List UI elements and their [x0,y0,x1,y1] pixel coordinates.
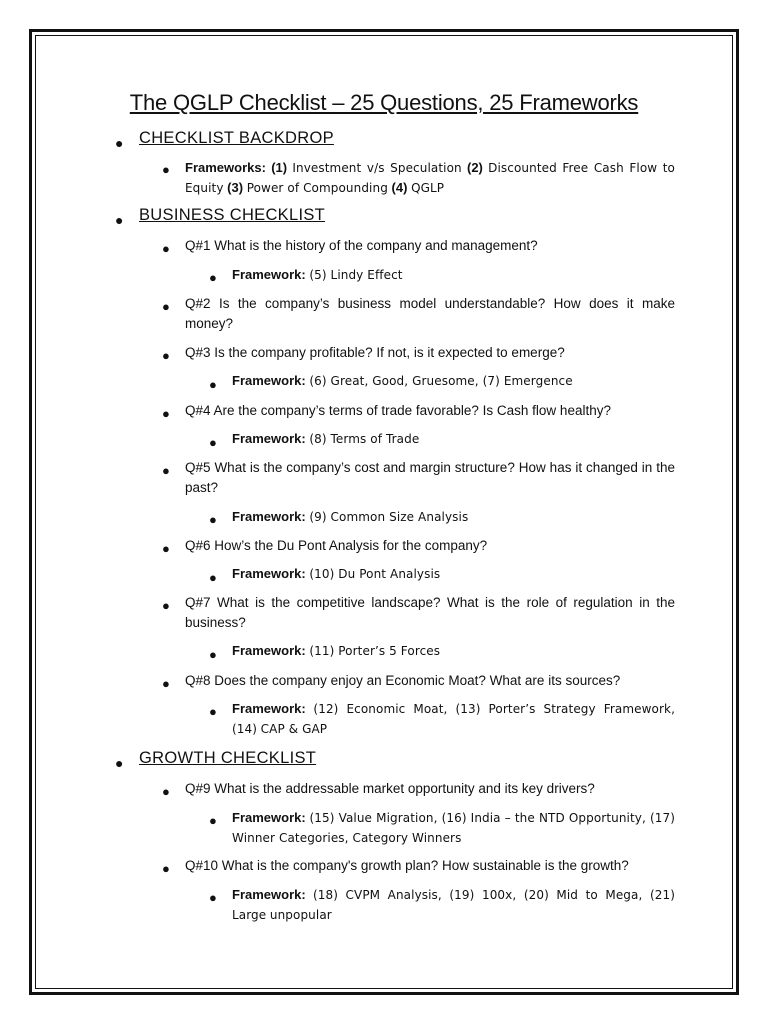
framework-5: Framework: (9) Common Size Analysis [232,509,469,524]
bullet-icon: ● [115,755,124,771]
bullet-icon: ● [115,135,124,151]
bullet-icon: ● [209,704,217,719]
bullet-icon: ● [209,813,217,828]
bullet-icon: ● [162,541,170,556]
bullet-icon: ● [209,570,217,585]
backdrop-frameworks-line: Frameworks: (1) Investment v/s Speculation (2) Discounted Free Cash Flow to Equity (3) Power of Compounding (4) QGLP [185,160,675,195]
question-5-line-2: past? [185,480,219,495]
question-8: Q#8 Does the company enjoy an Economic Moat? What are its sources? [185,673,621,688]
bullet-icon: ● [162,676,170,691]
bullet-icon: ● [162,784,170,799]
section-heading-growth: GROWTH CHECKLIST [139,749,317,767]
framework-6: Framework: (10) Du Pont Analysis [232,566,441,581]
question-7-line-1: Q#7 What is the competitive landscape? What is the role of regulation in the [185,595,675,610]
framework-10: Framework: (18) CVPM Analysis, (19) 100x, (20) Mid to Mega, (21) Large unpopular [232,887,675,922]
section-heading-business: BUSINESS CHECKLIST [139,206,326,224]
bullet-icon: ● [162,406,170,421]
question-9: Q#9 What is the addressable market opportunity and its key drivers? [185,781,595,796]
bullet-icon: ● [162,162,170,177]
question-3: Q#3 Is the company profitable? If not, is it expected to emerge? [185,345,565,360]
bullet-icon: ● [209,270,217,285]
question-2-line-2: money? [185,316,234,331]
bullet-icon: ● [162,241,170,256]
bullet-icon: ● [162,861,170,876]
bullet-icon: ● [209,512,217,527]
framework-1: Framework: (5) Lindy Effect [232,267,403,282]
question-2-line-1: Q#2 Is the company’s business model understandable? How does it make [185,296,675,311]
page-title: The QGLP Checklist – 25 Questions, 25 Frameworks [129,90,639,115]
bullet-icon: ● [162,463,170,478]
bullet-icon: ● [209,647,217,662]
framework-3: Framework: (6) Great, Good, Gruesome, (7) Emergence [232,373,573,388]
question-1: Q#1 What is the history of the company and management? [185,238,538,253]
bullet-icon: ● [162,299,170,314]
framework-4: Framework: (8) Terms of Trade [232,431,420,446]
bullet-icon: ● [115,212,124,228]
section-heading-backdrop: CHECKLIST BACKDROP [139,129,334,147]
bullet-icon: ● [162,348,170,363]
bullet-icon: ● [209,890,217,905]
framework-8: Framework: (12) Economic Moat, (13) Porter’s Strategy Framework, (14) CAP & GAP [232,701,675,736]
bullet-icon: ● [162,598,170,613]
framework-9: Framework: (15) Value Migration, (16) India – the NTD Opportunity, (17) Winner Categories, Category Winners [232,810,675,845]
question-6: Q#6 How’s the Du Pont Analysis for the company? [185,538,488,553]
question-4: Q#4 Are the company’s terms of trade favorable? Is Cash flow healthy? [185,403,611,418]
bullet-icon: ● [209,435,217,450]
question-5-line-1: Q#5 What is the company’s cost and margin structure? How has it changed in the [185,460,675,475]
bullet-icon: ● [209,377,217,392]
question-7-line-2: business? [185,615,246,630]
framework-7: Framework: (11) Porter’s 5 Forces [232,643,441,658]
question-10: Q#10 What is the company's growth plan? How sustainable is the growth? [185,858,629,873]
